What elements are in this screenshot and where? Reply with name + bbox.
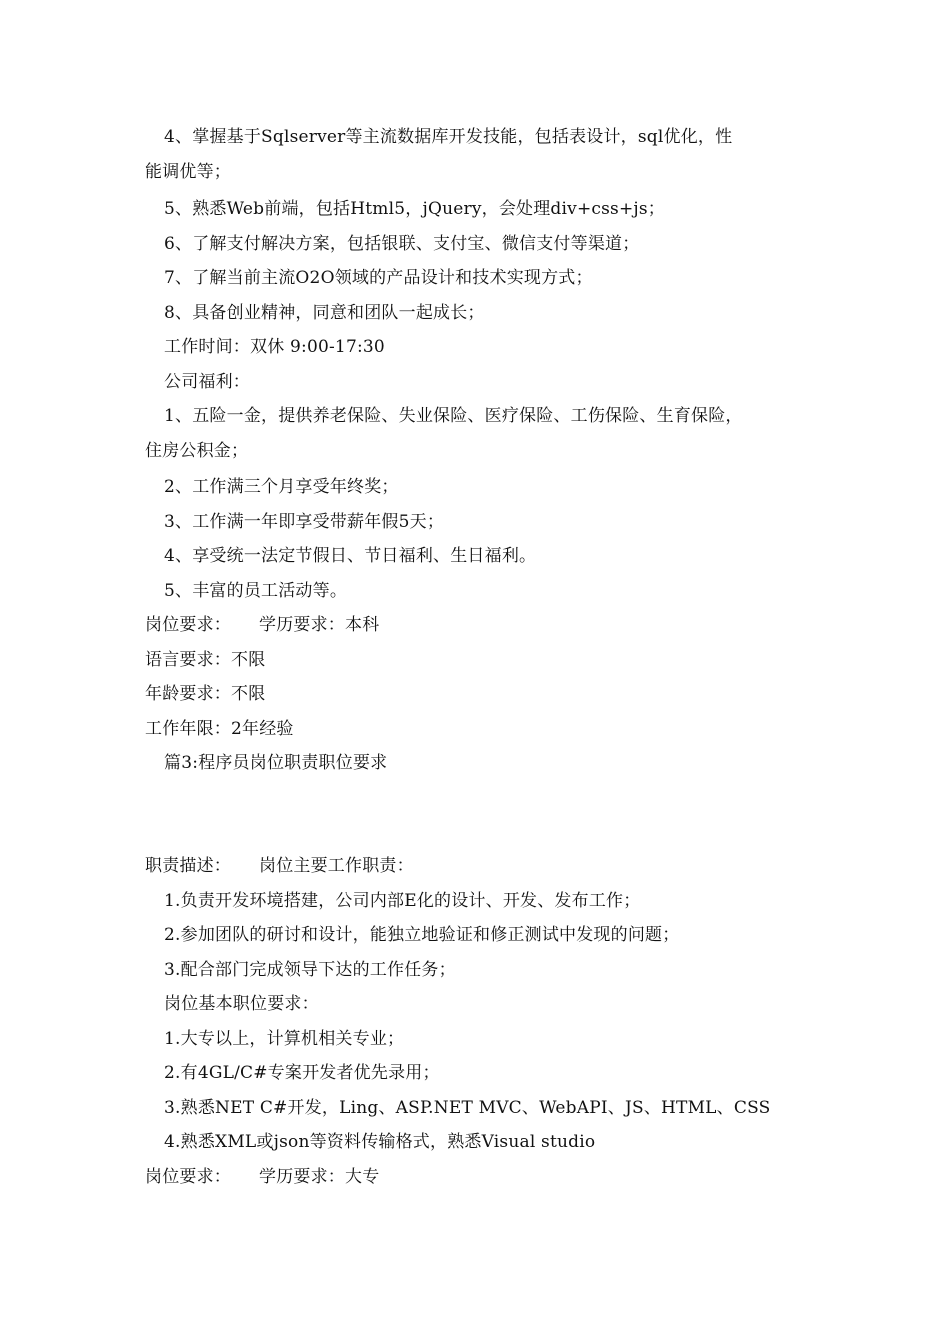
text-line <box>145 1166 825 1188</box>
section-heading: 篇3:程序员岗位职责职位要求 <box>164 753 388 773</box>
label-text: 岗位要求： <box>145 615 231 635</box>
text-line <box>145 855 825 877</box>
text-line: 2.有4GL/C#专案开发者优先录用； <box>164 1063 440 1083</box>
text-line: 岗位基本职位要求： <box>164 994 319 1014</box>
text-line: 2.参加团队的研讨和设计，能独立地验证和修正测试中发现的问题； <box>164 925 680 945</box>
label-text: 职责描述： <box>145 856 231 876</box>
text-line: 4.熟悉XML或json等资料传输格式，熟悉Visual studio <box>164 1132 596 1152</box>
text-line: 公司福利： <box>164 372 250 392</box>
value-text: 岗位主要工作职责： <box>259 856 414 876</box>
text-line: 6、了解支付解决方案，包括银联、支付宝、微信支付等渠道； <box>164 234 640 254</box>
text-line: 4、掌握基于Sqlserver等主流数据库开发技能，包括表设计，sql优化，性 <box>164 127 733 147</box>
text-line: 3.配合部门完成领导下达的工作任务； <box>164 960 456 980</box>
text-line: 3、工作满一年即享受带薪年假5天； <box>164 512 445 532</box>
text-line: 1.大专以上，计算机相关专业； <box>164 1029 405 1049</box>
value-text: 学历要求：本科 <box>259 615 380 635</box>
text-line: 住房公积金； <box>145 441 249 461</box>
text-line: 能调优等； <box>145 162 231 182</box>
text-line: 1、五险一金，提供养老保险、失业保险、医疗保险、工伤保险、生育保险， <box>164 406 743 426</box>
text-line: 5、熟悉Web前端，包括Html5，jQuery，会处理div+css+js； <box>164 199 665 219</box>
value-text: 学历要求：大专 <box>259 1167 380 1187</box>
text-line: 工作年限：2年经验 <box>145 719 294 739</box>
text-line: 工作时间：双休 9:00-17:30 <box>164 337 385 357</box>
text-line: 8、具备创业精神，同意和团队一起成长； <box>164 303 485 323</box>
text-line: 7、了解当前主流O2O领域的产品设计和技术实现方式； <box>164 268 593 288</box>
text-line: 5、丰富的员工活动等。 <box>164 581 348 601</box>
text-line: 4、享受统一法定节假日、节日福利、生日福利。 <box>164 546 537 566</box>
text-line <box>145 614 825 636</box>
text-line: 2、工作满三个月享受年终奖； <box>164 477 399 497</box>
label-text: 岗位要求： <box>145 1167 231 1187</box>
text-line: 年龄要求：不限 <box>145 684 266 704</box>
text-line: 3.熟悉NET C#开发，Ling、ASP.NET MVC、WebAPI、JS、HTML、CSS <box>164 1098 771 1118</box>
text-line: 1.负责开发环境搭建，公司内部E化的设计、开发、发布工作； <box>164 891 641 911</box>
text-line: 语言要求：不限 <box>145 650 266 670</box>
